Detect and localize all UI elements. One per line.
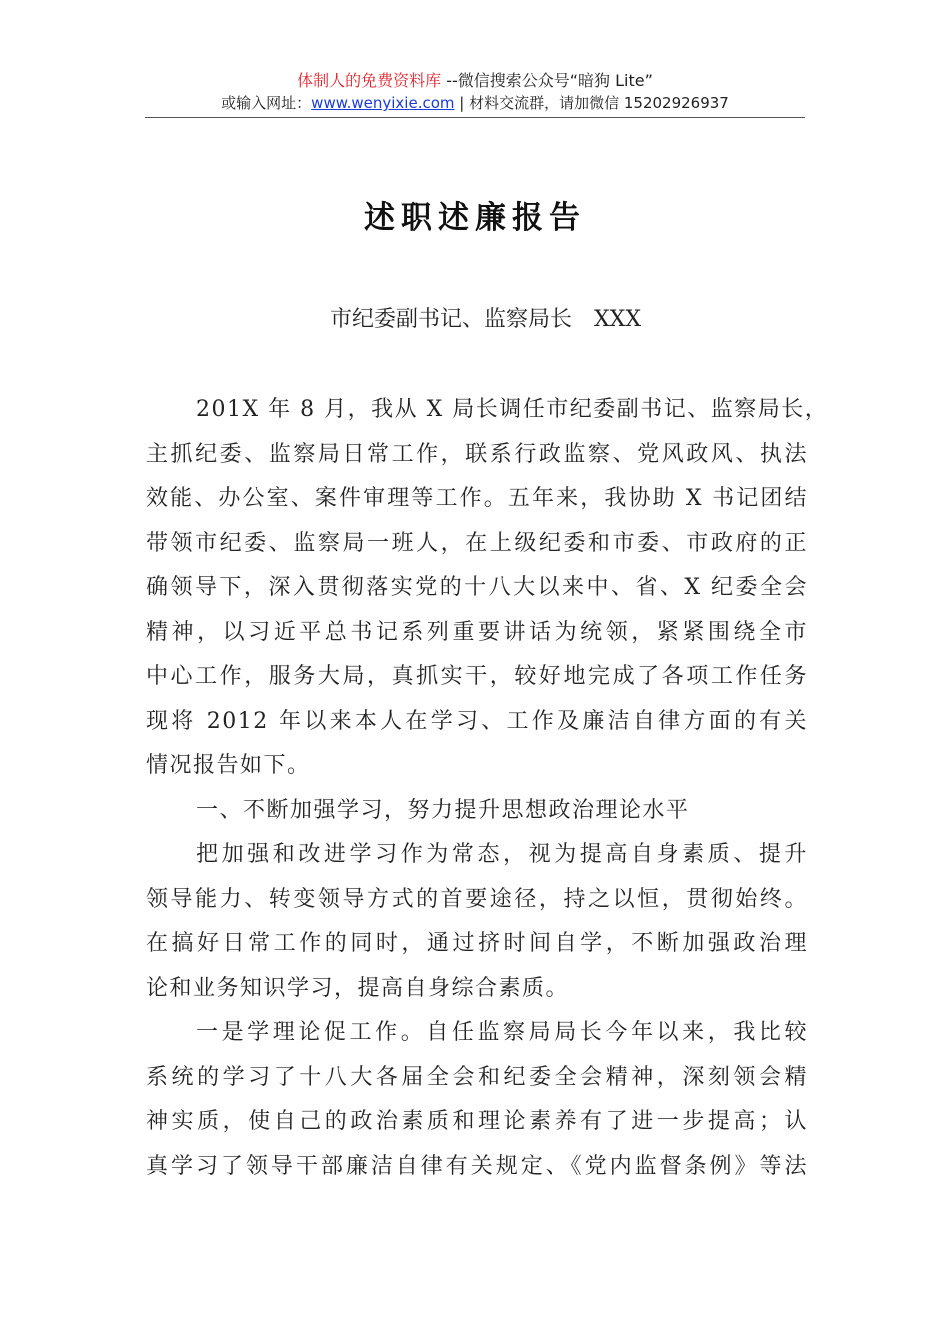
text-line: 情况报告如下。 xyxy=(146,753,311,778)
text-line: 真学习了领导干部廉洁自律有关规定、《党内监督条例》等法 xyxy=(146,1153,808,1179)
text-line: 带领市纪委、监察局一班人，在上级纪委和市委、市政府的正 xyxy=(146,530,808,556)
text-line: 论和业务知识学习，提高自身综合素质。 xyxy=(146,975,570,1001)
paragraph-intro xyxy=(146,388,829,789)
paragraph-study xyxy=(146,833,808,1011)
document-title: 述职述廉报告 xyxy=(364,200,586,236)
text-line: 201X 年 8 月，我从 X 局长调任市纪委副书记、监察局长， xyxy=(196,397,829,422)
text-line: 精神，以习近平总书记系列重要讲话为统领，紧紧围绕全市 xyxy=(146,619,808,645)
text-line: 领导能力、转变领导方式的首要途径，持之以恒，贯彻始终。 xyxy=(146,886,808,912)
header-divider xyxy=(145,117,805,118)
header-site-name: 体制人的免费资料库 xyxy=(297,71,442,90)
text-line: 一是学理论促工作。自任监察局局长今年以来，我比较 xyxy=(196,1020,808,1045)
text-line: 一、不断加强学习，努力提升思想政治理论水平 xyxy=(196,797,690,823)
document-author: 市纪委副书记、监察局长 XXX xyxy=(330,307,641,332)
text-line: 中心工作，服务大局，真抓实干，较好地完成了各项工作任务 xyxy=(146,664,808,689)
header-website-link[interactable]: www.wenyixie.com xyxy=(311,94,455,112)
section-heading xyxy=(146,789,808,834)
header-contact-text: | 材料交流群，请加微信 15202926937 xyxy=(454,94,729,112)
header-wechat-text: --微信搜索公众号“暗狗 Lite” xyxy=(441,71,653,90)
text-line: 确领导下，深入贯彻落实党的十八大以来中、省、X 纪委全会 xyxy=(146,575,808,600)
text-line: 系统的学习了十八大各届全会和纪委全会精神，深刻领会精 xyxy=(146,1064,808,1090)
text-line: 效能、办公室、案件审理等工作。五年来，我协助 X 书记团结 xyxy=(146,486,808,511)
page-header xyxy=(145,70,805,114)
header-url-prefix: 或输入网址： xyxy=(221,94,312,112)
text-line: 把加强和改进学习作为常态，视为提高自身素质、提升 xyxy=(196,842,808,867)
paragraph-theory xyxy=(146,1011,808,1189)
header-promo-line xyxy=(145,70,805,92)
text-line: 主抓纪委、监察局日常工作，联系行政监察、党风政风、执法 xyxy=(146,441,808,467)
text-line: 神实质，使自己的政治素质和理论素养有了进一步提高；认 xyxy=(146,1109,808,1134)
text-line: 现将 2012 年以来本人在学习、工作及廉洁自律方面的有关 xyxy=(146,708,808,734)
document-body xyxy=(146,388,829,1189)
header-contact-line xyxy=(145,92,805,114)
text-line: 在搞好日常工作的同时，通过挤时间自学，不断加强政治理 xyxy=(146,931,808,956)
